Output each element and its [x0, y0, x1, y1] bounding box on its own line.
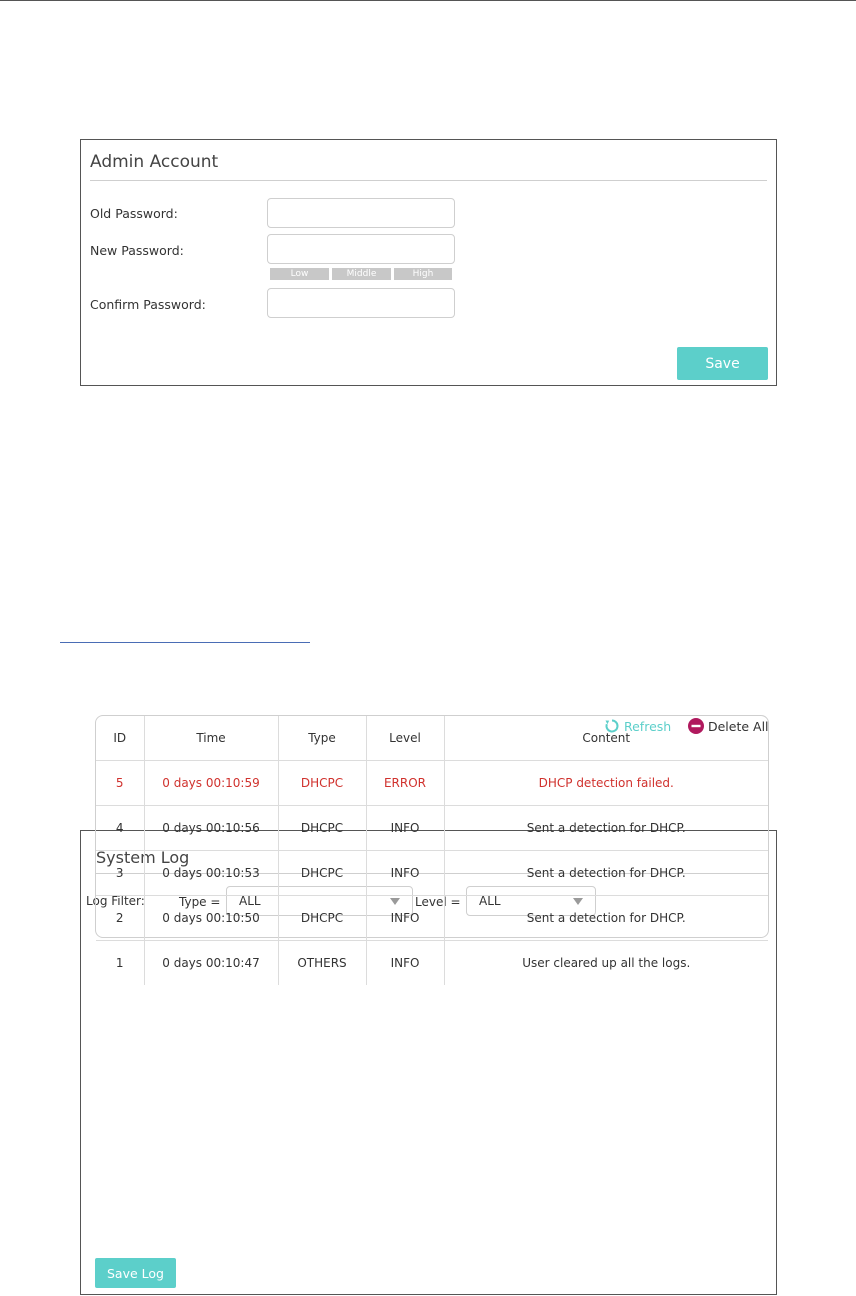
cell-level: ERROR: [366, 761, 444, 806]
save-button[interactable]: Save: [677, 347, 768, 380]
delete-all-label: Delete All: [707, 719, 769, 734]
cell-type: DHCPC: [278, 851, 366, 896]
link-underline: [60, 642, 310, 643]
cell-time: 0 days 00:10:50: [144, 896, 278, 941]
cell-type: DHCPC: [278, 896, 366, 941]
confirm-password-label: Confirm Password:: [90, 297, 206, 312]
cell-type: OTHERS: [278, 941, 366, 986]
system-log-title: System Log: [96, 848, 190, 867]
table-row: [96, 896, 768, 941]
cell-content: Sent a detection for DHCP.: [444, 896, 768, 941]
type-filter-label: Type =: [179, 895, 221, 909]
column-header-level: Level: [366, 716, 444, 761]
new-password-label: New Password:: [90, 243, 184, 258]
cell-content: Sent a detection for DHCP.: [444, 806, 768, 851]
column-header-time: Time: [144, 716, 278, 761]
cell-id: 1: [96, 941, 144, 986]
table-header-row: [96, 716, 768, 761]
column-header-content: Content: [444, 716, 768, 761]
save-log-button[interactable]: Save Log: [95, 1258, 176, 1288]
title-divider: [90, 180, 767, 181]
log-table: [96, 716, 768, 985]
cell-time: 0 days 00:10:56: [144, 806, 278, 851]
cell-id: 3: [96, 851, 144, 896]
cell-level: INFO: [366, 941, 444, 986]
log-filter-label: Log Filter:: [86, 894, 145, 908]
cell-content: User cleared up all the logs.: [522, 956, 691, 970]
level-filter-label: Level =: [415, 895, 461, 909]
confirm-password-input[interactable]: [267, 288, 455, 318]
table-row: [96, 761, 768, 806]
cell-id: 2: [96, 896, 144, 941]
table-row: [96, 941, 768, 986]
table-row: [96, 851, 768, 896]
type-select-value: ALL: [239, 894, 261, 908]
cell-content: Sent a detection for DHCP.: [444, 851, 768, 896]
level-select-value: ALL: [479, 894, 501, 908]
strength-middle: Middle: [332, 268, 391, 280]
cell-time: 0 days 00:10:47: [144, 941, 278, 986]
strength-low: Low: [270, 268, 329, 280]
cell-time: 0 days 00:10:59: [144, 761, 278, 806]
cell-id: 4: [96, 806, 144, 851]
cell-content: DHCP detection failed.: [444, 761, 768, 806]
new-password-input[interactable]: [267, 234, 455, 264]
log-table-container: [95, 715, 769, 970]
strength-high: High: [394, 268, 452, 280]
page-top-rule: [0, 0, 856, 1]
refresh-label: Refresh: [623, 719, 672, 734]
table-row: [96, 806, 768, 851]
old-password-label: Old Password:: [90, 206, 178, 221]
cell-level: INFO: [366, 851, 444, 896]
cell-type: DHCPC: [278, 806, 366, 851]
cell-type: DHCPC: [278, 761, 366, 806]
cell-level: INFO: [366, 896, 444, 941]
cell-id: 5: [96, 761, 144, 806]
old-password-input[interactable]: [267, 198, 455, 228]
column-header-type: Type: [278, 716, 366, 761]
cell-level: INFO: [366, 806, 444, 851]
cell-time: 0 days 00:10:53: [144, 851, 278, 896]
admin-account-title: Admin Account: [90, 152, 219, 172]
column-header-id: ID: [96, 716, 144, 761]
admin-account-panel: [80, 139, 777, 386]
